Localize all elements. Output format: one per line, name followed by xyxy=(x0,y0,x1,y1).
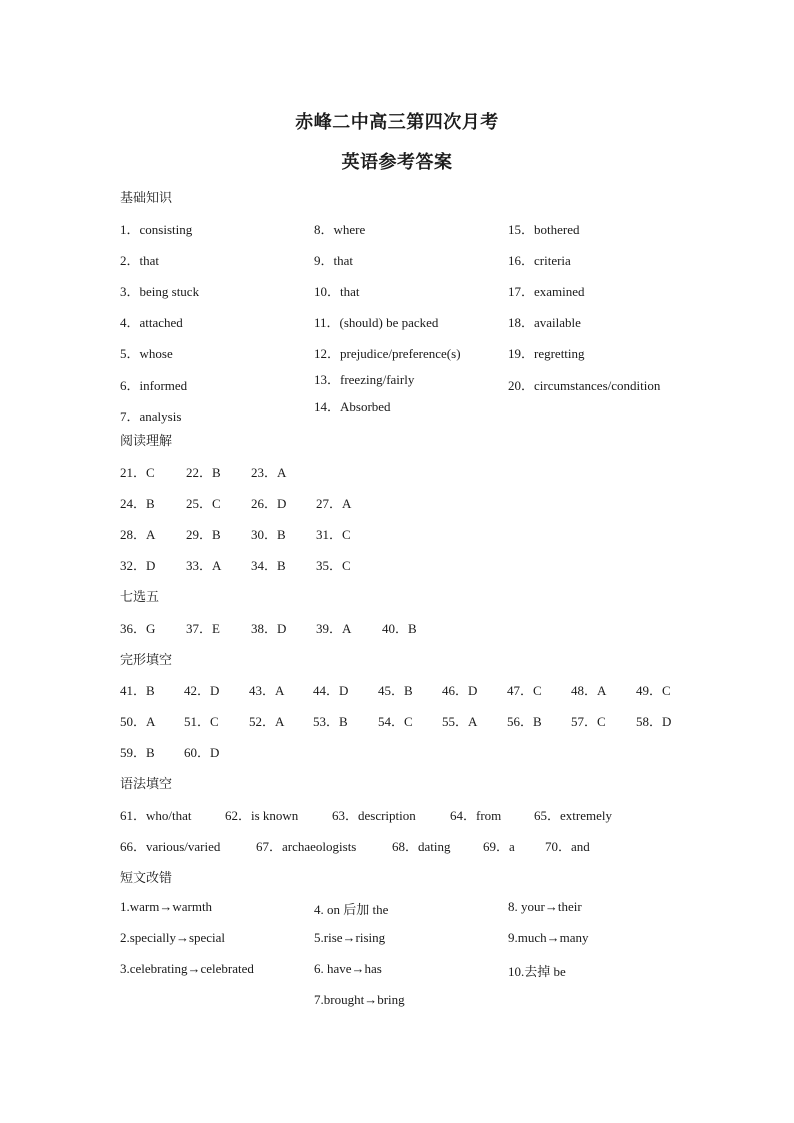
answer-item: 19．regretting xyxy=(508,346,585,361)
answer-item: 26．D xyxy=(251,496,287,511)
answer-item: 45．B xyxy=(378,683,413,698)
answer-item: 59．B xyxy=(120,745,155,760)
answer-item: 6．informed xyxy=(120,378,188,393)
answer-item: 3.celebrating→celebrated xyxy=(120,961,254,976)
answer-item: 35．C xyxy=(316,558,351,573)
answer-item: 14．Absorbed xyxy=(314,399,391,414)
answer-item: 50．A xyxy=(120,714,156,729)
answer-item: 10．that xyxy=(314,284,360,299)
answer-item: 28．A xyxy=(120,527,156,542)
answer-item: 24．B xyxy=(120,496,155,511)
answer-item: 1.warm→warmth xyxy=(120,899,213,914)
answer-item: 64．from xyxy=(450,808,502,823)
answer-item: 37．E xyxy=(186,621,220,636)
answer-item: 36．G xyxy=(120,621,156,636)
answer-item: 58．D xyxy=(636,714,672,729)
answer-item: 53．B xyxy=(313,714,348,729)
answer-item: 8．where xyxy=(314,222,366,237)
answer-item: 5．whose xyxy=(120,346,173,361)
answer-item: 21．C xyxy=(120,465,155,480)
answer-item: 12．prejudice/preference(s) xyxy=(314,346,461,361)
answer-item: 1．consisting xyxy=(120,222,193,237)
answer-item: 2．that xyxy=(120,253,159,268)
page-title: 赤峰二中高三第四次月考 xyxy=(295,112,499,133)
answer-item: 47．C xyxy=(507,683,542,698)
answer-item: 13．freezing/fairly xyxy=(314,372,415,387)
answer-item: 39．A xyxy=(316,621,352,636)
answer-item: 70．and xyxy=(545,839,590,854)
answer-item: 49．C xyxy=(636,683,671,698)
answer-item: 2.specially→special xyxy=(120,930,226,945)
answer-item: 38．D xyxy=(251,621,287,636)
answer-item: 5.rise→rising xyxy=(314,930,386,945)
answer-item: 31．C xyxy=(316,527,351,542)
answer-item: 4．attached xyxy=(120,315,183,330)
answer-item: 6. have→has xyxy=(314,961,382,976)
answer-item: 52．A xyxy=(249,714,285,729)
answer-item: 57．C xyxy=(571,714,606,729)
section-label-basics: 基础知识 xyxy=(120,190,173,205)
answer-item: 63．description xyxy=(332,808,416,823)
answer-item: 29．B xyxy=(186,527,221,542)
answer-item: 25．C xyxy=(186,496,221,511)
section-label-seven-five: 七选五 xyxy=(120,589,160,604)
answer-item: 68．dating xyxy=(392,839,451,854)
answer-item: 46．D xyxy=(442,683,478,698)
answer-item: 66．various/varied xyxy=(120,839,221,854)
answer-item: 55．A xyxy=(442,714,478,729)
answer-item: 7.brought→bring xyxy=(314,992,405,1007)
answer-item: 62．is known xyxy=(225,808,299,823)
answer-item: 17．examined xyxy=(508,284,585,299)
answer-item: 65．extremely xyxy=(534,808,612,823)
section-label-reading: 阅读理解 xyxy=(120,433,173,448)
answer-item: 15．bothered xyxy=(508,222,580,237)
answer-item: 20．circumstances/condition xyxy=(508,378,661,393)
page-subtitle: 英语参考答案 xyxy=(341,152,453,173)
answer-item: 51．C xyxy=(184,714,219,729)
answer-item: 11．(should) be packed xyxy=(314,315,439,330)
answer-item: 60．D xyxy=(184,745,220,760)
answer-item: 41．B xyxy=(120,683,155,698)
answer-item: 69．a xyxy=(483,839,515,854)
answer-item: 7．analysis xyxy=(120,409,182,424)
answer-item: 23．A xyxy=(251,465,287,480)
answer-item: 27．A xyxy=(316,496,352,511)
answer-item: 33．A xyxy=(186,558,222,573)
answer-item: 18．available xyxy=(508,315,581,330)
answer-item: 16．criteria xyxy=(508,253,571,268)
answer-item: 9．that xyxy=(314,253,353,268)
section-label-grammar: 语法填空 xyxy=(120,776,173,791)
answer-item: 67．archaeologists xyxy=(256,839,357,854)
answer-item: 40．B xyxy=(382,621,417,636)
answer-item: 9.much→many xyxy=(508,930,589,945)
answer-item: 48．A xyxy=(571,683,607,698)
answer-item: 54．C xyxy=(378,714,413,729)
section-label-cloze: 完形填空 xyxy=(120,652,173,667)
answer-item: 61．who/that xyxy=(120,808,192,823)
answer-item: 43．A xyxy=(249,683,285,698)
section-label-correction: 短文改错 xyxy=(120,870,173,885)
answer-item: 8. your→their xyxy=(508,899,582,914)
answer-item: 34．B xyxy=(251,558,286,573)
answer-item: 42．D xyxy=(184,683,220,698)
answer-item: 10.去掉 be xyxy=(508,964,566,979)
answer-item: 4. on 后加 the xyxy=(314,902,389,917)
answer-item: 22．B xyxy=(186,465,221,480)
answer-item: 30．B xyxy=(251,527,286,542)
answer-item: 32．D xyxy=(120,558,156,573)
answer-item: 44．D xyxy=(313,683,349,698)
answer-item: 3．being stuck xyxy=(120,284,200,299)
answer-item: 56．B xyxy=(507,714,542,729)
